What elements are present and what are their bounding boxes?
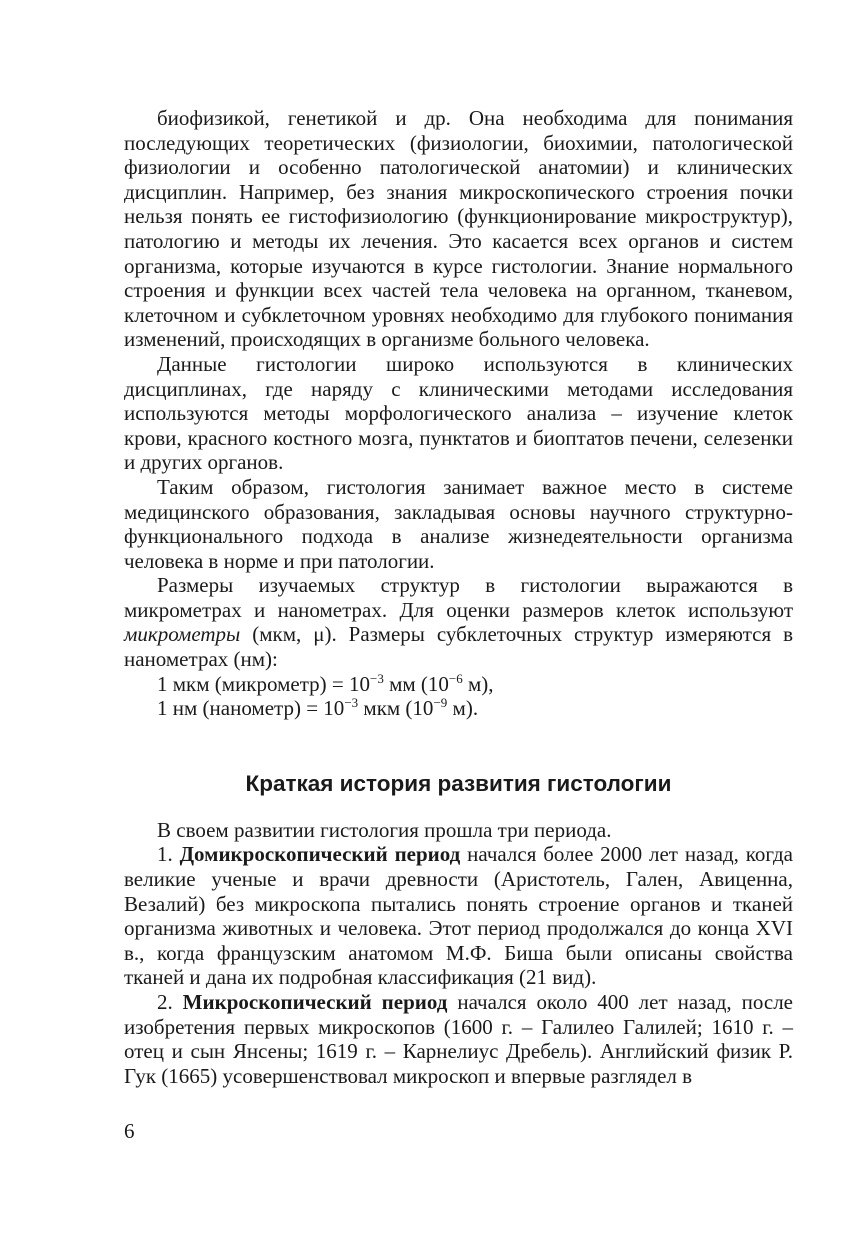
paragraph [124,573,793,671]
exponent: −3 [369,670,384,686]
formula-text: 1 мкм (микрометр) = 10 [157,671,370,696]
item-number: 1. [157,842,180,867]
section-heading: Краткая история развития гистологии [245,770,672,796]
formula-text: м). [447,696,479,721]
exponent: −3 [344,695,359,711]
formula-text: мкм (10 [358,696,434,721]
paragraph-text: биофизикой, генетикой и др. Она необходима для понимания последующих теоретических (физиологии, биохимии, патологической физиологии и особенно патологической анатомии) и клинических дисциплин. Например, без знания микроскопического строения почки нельзя понять ее гистофизиологию (функционирование микроструктур), патологию и методы их лечения. Это касается всех органов и систем организма, которые изучаются в курсе гистологии. Знание нормального строения и функции всех частей тела человека на органном, тканевом, клеточном и субклеточном уровнях необходимо для глубокого понимания изменений, происходящих в организме больного человека. [124,106,793,352]
italic-term: микрометры [124,622,241,647]
formula-line [124,672,793,697]
paragraph [124,106,793,352]
bold-term: Домикроскопический период [179,842,461,867]
paragraph-text: Таким образом, гистология занимает важное место в системе медицинского образования, закладывая основы научного структурно-функционального подхода в анализе жизнедеятельности организма человека в норме и при патологии. [124,474,793,573]
paragraph-text: Данные гистологии широко используются в клинических дисциплинах, где наряду с клиническими методами исследования используются методы морфологического анализа – изучение клеток крови, красного костного мозга, пунктатов и биоптатов печени, селезенки и других органов. [124,351,793,475]
formula-line [124,696,793,721]
list-item [124,842,793,990]
paragraph-text: В своем развитии гистология прошла три периода. [157,817,612,842]
page-number: 6 [124,1119,135,1143]
exponent: −6 [448,670,463,686]
formula-text: м), [462,671,494,696]
bold-term: Микроскопический период [182,990,448,1014]
item-number: 2. [157,990,183,1014]
paragraph-text: Размеры изучаемых структур в гистологии выражаются в микрометрах и нанометрах. Для оценки размеров клеток используют [124,573,793,622]
formula-text: мм (10 [383,671,449,696]
paragraph-text: (мкм, μ). Размеры субклеточных структур измеряются в нанометрах (нм): [124,622,793,672]
paragraph-text: начался более 2000 лет назад, когда великие ученые и врачи древности (Аристотель, Гален, Авиценна, Везалий) без микроскопа пытались понять строение органов и тканей организма животных и человека. Этот период продолжался до конца XVI в., когда французским анатомом М.Ф. Биша были описаны свойства тканей и дана их подробная классификация (21 вид). [124,842,793,990]
paragraph [124,352,793,475]
paragraph [124,475,793,573]
page-content [124,106,793,1088]
paragraph [124,818,793,843]
formula-text: 1 нм (нанометр) = 10 [157,696,345,721]
exponent: −9 [433,695,448,711]
list-item [124,990,793,1088]
paragraph-text: начался около 400 лет назад, после изобретения первых микроскопов (1600 г. – Галилео Галилей; 1610 г. – отец и сын Янсены; 1619 г. – Карнелиус Дребель). Английский физик Р. Гук (1665) усовершенствовал микроскоп и впервые разглядел в [124,990,793,1088]
